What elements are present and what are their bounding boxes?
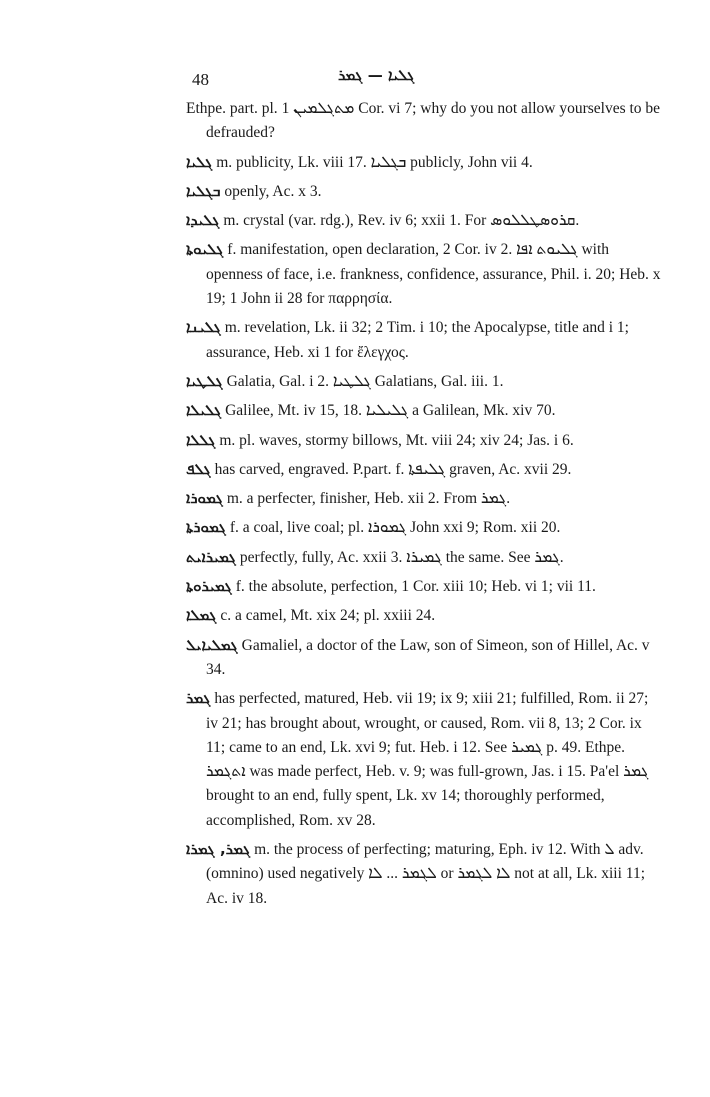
entry-headword: ܓܡܪ, ܓܡܪܐ	[186, 840, 251, 859]
entry-headword: ܓܡܝܪܘܬܐ	[186, 577, 232, 596]
entry-headword: ܓܡܘܪܐ	[186, 489, 223, 508]
entry-headword: ܓܠܝܠܐ	[186, 401, 222, 420]
dictionary-entry	[186, 315, 664, 365]
entry-text: perfectly, fully, Ac. xxii 3. ܓܡܝܪܐ the same. See ܓܡܪ.	[239, 548, 564, 566]
entry-text: m. the process of perfecting; maturing, Eph. iv 12. With ܠ adv. (omnino) used negatively ܠܓܡܪ ... ܠܐ or ܠܐ ܠܓܡܪ not at all, Lk. xiii 11; Ac. iv 18.	[206, 841, 646, 907]
entry-text: has carved, engraved. P.part. f. ܓܠܝܦܬܐ graven, Ac. xvii 29.	[214, 460, 572, 478]
entry-headword: ܓܡܘܪܬܐ	[186, 518, 226, 537]
entry-text: openly, Ac. x 3.	[224, 182, 322, 200]
entry-text: m. crystal (var. rdg.), Rev. iv 6; xxii 1. For ܩܪܘܣܛܠܠܘܣ.	[223, 212, 580, 230]
entry-text: m. a perfecter, finisher, Heb. xii 2. From ܓܡܪ.	[226, 490, 511, 508]
dictionary-entry	[186, 837, 664, 911]
dictionary-entry	[186, 398, 664, 423]
dictionary-entry	[186, 96, 664, 146]
dictionary-entry	[186, 179, 664, 204]
entry-text: f. a coal, live coal; pl. ܓܡܘܪܐ John xxi 9; Rom. xii 20.	[229, 519, 561, 537]
entry-headword: ܓܠܝܕܐ	[186, 211, 220, 230]
dictionary-entries	[186, 100, 664, 915]
entry-text: m. revelation, Lk. ii 32; 2 Tim. i 10; the Apocalypse, title and i 1; assurance, Heb. xi 1 for ἔλεγχος.	[206, 319, 629, 361]
entry-text: f. manifestation, open declaration, 2 Cor. iv 2. ܓܠܝܘܬ ܐܦܐ with openness of face, i.e. frankness, confidence, assurance, Phil. i. 20; Heb. x 19; 1 John ii 28 for παρρησία.	[206, 241, 661, 308]
entry-headword: ܓܠܝܐ	[186, 152, 213, 171]
entry-headword: ܓܡܪ	[186, 689, 211, 708]
entry-headword: ܓܠܛܝܐ	[186, 371, 223, 390]
entry-headword: ܒܓܠܝܐ	[186, 181, 221, 200]
running-head: ܓܠܝܐ — ܓܡܪ	[338, 66, 415, 84]
entry-text: Gamaliel, a doctor of the Law, son of Simeon, son of Hillel, Ac. v 34.	[206, 636, 650, 678]
entry-headword: ܓܠܠܐ	[186, 430, 216, 449]
entry-text: Galilee, Mt. iv 15, 18. ܓܠܝܠܝܐ a Galilean, Mk. xiv 70.	[225, 402, 556, 420]
entry-headword: ܓܠܝܢܐ	[186, 318, 221, 337]
entry-headword: ܓܡܠܐ	[186, 606, 217, 625]
dictionary-entry	[186, 574, 664, 599]
dictionary-entry	[186, 237, 664, 311]
dictionary-entry	[186, 603, 664, 628]
entry-headword: ܓܡܠܝܐܝܠ	[186, 635, 238, 654]
dictionary-entry	[186, 486, 664, 511]
entry-headword: ܓܠܦ	[186, 459, 211, 478]
dictionary-entry	[186, 686, 664, 833]
page-number: 48	[192, 70, 209, 89]
entry-text: Ethpe. part. pl. ܡܬܓܠܡܝܢ 1 Cor. vi 7; why do you not allow yourselves to be defrauded?	[186, 100, 661, 142]
dictionary-entry	[186, 457, 664, 482]
dictionary-entry	[186, 369, 664, 394]
dictionary-entry	[186, 208, 664, 233]
dictionary-entry	[186, 545, 664, 570]
entry-text: c. a camel, Mt. xix 24; pl. xxiii 24.	[220, 607, 436, 625]
dictionary-entry	[186, 428, 664, 453]
entry-text: m. pl. waves, stormy billows, Mt. viii 24; xiv 24; Jas. i 6.	[219, 431, 574, 449]
entry-text: has perfected, matured, Heb. vii 19; ix 9; xiii 21; fulfilled, Rom. ii 27; iv 21; has brought about, wrought, or caused, Rom. vii 8, 13; 2 Cor. ix 11; came to an end, Lk. xvi 9; fut. Heb. i 12. See ܓܡܝܪ p. 49. Ethpe. ܐܬܓܡܪ was made perfect, Heb. v. 9; was full-grown, Jas. i 15. Pa'el ܓܡܪ brought to an end, fully spent, Lk. xv 14; thoroughly performed, accomplished, Rom. xv 28.	[206, 690, 649, 829]
dictionary-entry	[186, 633, 664, 683]
entry-text: Galatia, Gal. i 2. ܓܠܛܝܐ Galatians, Gal. iii. 1.	[226, 372, 504, 390]
entry-text: m. publicity, Lk. viii 17. ܒܓܠܝܐ publicly, John vii 4.	[216, 153, 533, 171]
dictionary-entry	[186, 150, 664, 175]
entry-headword: ܓܡܝܪܐܝܬ	[186, 547, 237, 566]
entry-headword: ܓܠܝܘܬܐ	[186, 240, 224, 259]
dictionary-entry	[186, 515, 664, 540]
entry-text: f. the absolute, perfection, 1 Cor. xiii 10; Heb. vi 1; vii 11.	[235, 578, 596, 596]
